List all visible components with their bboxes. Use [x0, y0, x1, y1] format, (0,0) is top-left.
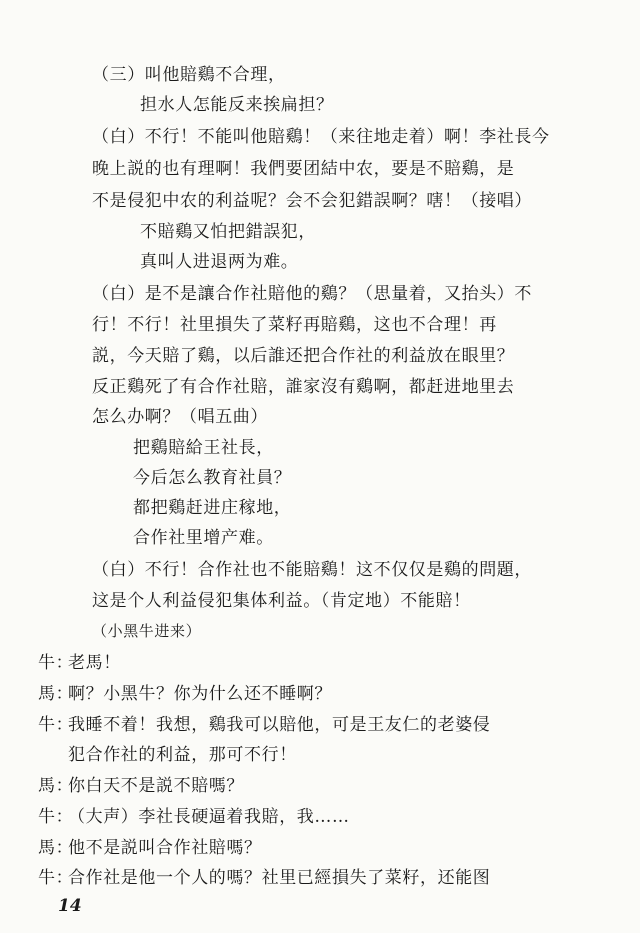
speaker-label: 馬： [38, 838, 74, 858]
dialogue-line [38, 837, 262, 859]
speaker-label: 牛： [38, 715, 74, 735]
text-line: （白）不行！合作社也不能賠鷄！这不仅仅是鷄的問題， [92, 560, 532, 580]
dialogue-text: 犯合作社的利益，那可不行！ [68, 745, 297, 765]
speaker-label: 馬： [38, 684, 74, 704]
text-line: （白）是不是讓合作社賠他的鷄？（思量着，又抬头）不 [92, 284, 532, 304]
speaker-label: 牛： [38, 868, 74, 888]
dialogue-text: 啊？小黑牛？你为什么还不睡啊？ [68, 684, 332, 704]
speaker-label: 馬： [38, 776, 74, 796]
verse-line: 合作社里增产难。 [133, 528, 274, 548]
dialogue-text: 你白天不是説不賠嗎？ [68, 776, 244, 796]
dialogue-text: 我睡不着！我想，鷄我可以賠他，可是王友仁的老婆侵 [68, 715, 491, 735]
stage-direction: （小黑牛进来） [92, 622, 202, 640]
verse-line: 真叫人进退两为难。 [140, 252, 299, 272]
dialogue-text: 老馬！ [68, 653, 121, 673]
text-line: （白）不行！不能叫他賠鷄！（来往地走着）啊！李社長今 [92, 127, 550, 147]
dialogue-text: （大声）李社長硬逼着我賠，我…… [68, 807, 350, 827]
text-line: 怎么办啊？（唱五曲） [92, 407, 268, 427]
text-line: 不是侵犯中农的利益呢？会不会犯錯誤啊？嗐！（接唱） [92, 191, 532, 211]
verse-line: 都把鷄赶进庄稼地， [133, 498, 292, 518]
text-line: 行！不行！社里損失了菜籽再賠鷄，这也不合理！再 [92, 315, 497, 335]
dialogue-line [38, 714, 490, 736]
dialogue-line [38, 683, 332, 705]
verse-line: 把鷄賠給王社長， [133, 438, 274, 458]
speaker-label: 牛： [38, 653, 74, 673]
dialogue-line [38, 652, 121, 674]
dialogue-line [38, 867, 490, 889]
text-line: 这是个人利益侵犯集体利益。（肯定地）不能賠！ [92, 591, 471, 611]
dialogue-text: 他不是説叫合作社賠嗎？ [68, 838, 262, 858]
dialogue-text: 合作社是他一个人的嗎？社里已經損失了菜籽，还能图 [68, 868, 491, 888]
page-number: 14 [58, 896, 82, 916]
text-line: 説，今天賠了鷄，以后誰还把合作社的利益放在眼里？ [92, 346, 515, 366]
dialogue-line [38, 744, 297, 766]
dialogue-line [38, 775, 244, 797]
dialogue-line [38, 806, 350, 828]
speaker-label: 牛： [38, 807, 74, 827]
verse-line: 不賠鷄又怕把錯誤犯， [140, 222, 316, 242]
text-line: 晚上説的也有理啊！我們要团結中农，要是不賠鷄，是 [92, 159, 515, 179]
text-line: 反正鷄死了有合作社賠，誰家沒有鷄啊，都赶进地里去 [92, 377, 515, 397]
text-line: （三）叫他賠鷄不合理， [92, 65, 286, 85]
verse-line: 担水人怎能反来挨扁担？ [140, 95, 334, 115]
verse-line: 今后怎么教育社員？ [133, 468, 292, 488]
